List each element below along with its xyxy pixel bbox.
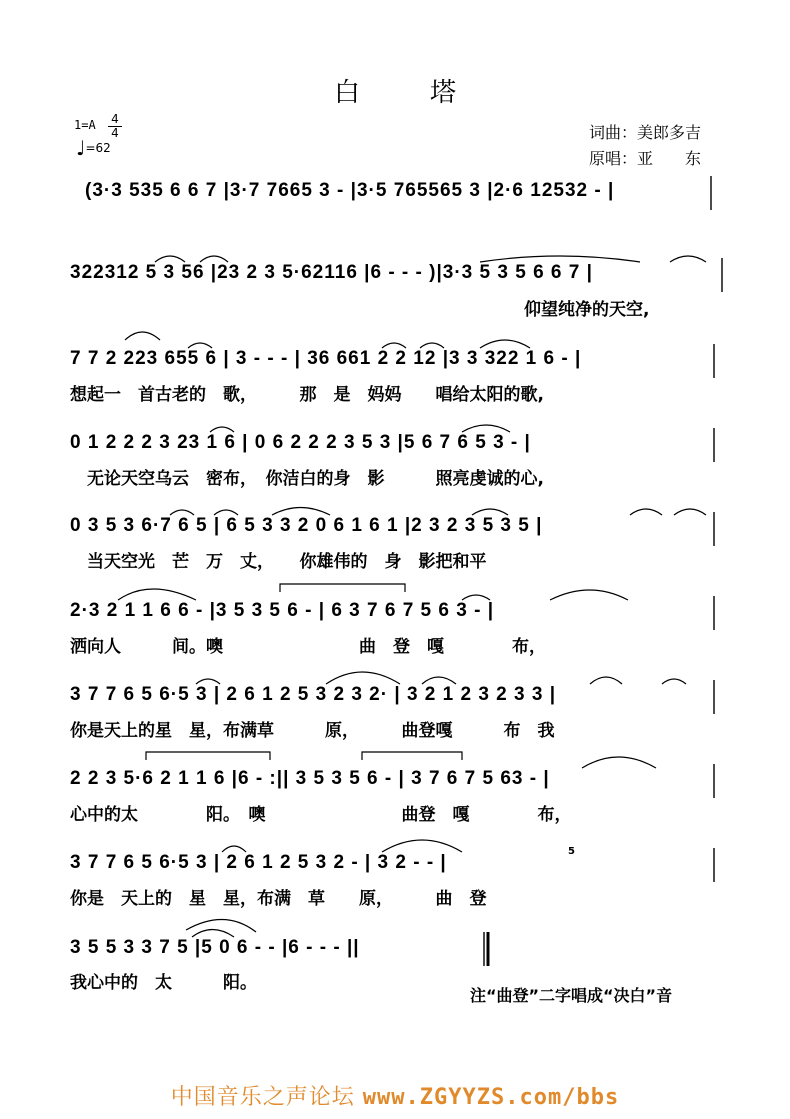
row-5-lyrics: 当天空光 芒 万 丈， 你雄伟的 身 影把和平 — [70, 552, 487, 572]
slur — [630, 509, 662, 515]
slur — [210, 427, 234, 432]
row-6-lyrics: 洒向人 间。噢 曲 登 嘎 布， — [70, 637, 546, 657]
slur — [550, 590, 628, 600]
slur — [480, 340, 530, 348]
row-4-lyrics: 无论天空乌云 密布， 你洁白的身 影 照亮虔诚的心, — [70, 469, 544, 489]
row-9-notes: 3 7 7 6 5 6·5 3 | 2 6 1 2 5 3 2 - | 3 2 - - | — [70, 852, 447, 873]
credit-original-singer: 原唱：亚 东 — [589, 149, 702, 168]
slur — [670, 256, 706, 262]
row-3-notes: 7 7 2 223 655 6 | 3 - - - | 36 661 2 2 12 |3 3 322 1 6 - | — [70, 348, 582, 369]
slur — [196, 679, 220, 684]
row-2-notes: 322312 5 3 56 |23 2 3 5·62116 |6 - - - )|3·3 5 3 5 6 6 7 | — [70, 262, 593, 283]
row-6-notes: 2·3 2 1 1 6 6 - |3 5 3 5 6 - | 6 3 7 6 7 5 6 3 - | — [70, 600, 495, 621]
slur — [462, 425, 510, 432]
slur — [118, 589, 196, 600]
slur — [125, 332, 160, 340]
footnote: 注“曲登”二字唱成“决白”音 — [470, 986, 673, 1005]
row-7-notes: 3 7 7 6 5 6·5 3 | 2 6 1 2 5 3 2 3 2· | 3 2 1 2 3 2 3 3 | — [70, 684, 557, 705]
time-signature-top: 4 — [111, 112, 119, 126]
slur — [326, 672, 400, 684]
time-signature-bottom: 4 — [108, 126, 122, 140]
tie-bracket — [146, 752, 270, 760]
row-1-notes: (3·3 535 6 6 7 |3·7 7665 3 - |3·5 765565 3 |2·6 12532 - | — [85, 180, 615, 201]
slur — [472, 509, 508, 515]
row-2-lyrics: 仰望纯净的天空, — [524, 300, 650, 320]
row-4-notes: 0 1 2 2 2 3 23 1 6 | 0 6 2 2 2 3 5 3 |5 6 7 6 5 3 - | — [70, 432, 531, 453]
key-signature: 1=A — [74, 118, 96, 132]
tie-bracket — [362, 752, 462, 760]
slur — [170, 510, 194, 515]
slur — [582, 757, 656, 768]
credit-lyricist-composer: 词曲：美郎多吉 — [589, 123, 702, 142]
slur — [590, 677, 622, 684]
slur — [155, 256, 185, 262]
row-3-lyrics: 想起一 首古老的 歌， 那 是 妈妈 唱给太阳的歌, — [70, 385, 544, 405]
watermark-footer — [0, 1080, 790, 1111]
slur — [462, 595, 490, 600]
slur — [272, 508, 330, 516]
row-8-notes: 2 2 3 5·6 2 1 1 6 |6 - :|| 3 5 3 5 6 - | 3 7 6 7 5 63 - | — [70, 768, 550, 789]
slur — [222, 846, 246, 852]
row-8-lyrics: 心中的太 阳。 噢 曲登 嘎 布， — [70, 805, 572, 825]
row-10-lyrics: 我心中的 太 阳。 — [70, 973, 257, 993]
slur — [662, 679, 686, 684]
footer-site-name: 中国音乐之声论坛 — [170, 1085, 355, 1110]
slur — [382, 343, 406, 348]
row-5-notes: 0 3 5 3 6·7 6 5 | 6 5 3 3 2 0 6 1 6 1 |2 3 2 3 5 3 5 | — [70, 515, 543, 536]
slur — [674, 509, 706, 515]
row-9-lyrics: 你是 天上的 星 星，布满 草 原， 曲 登 — [70, 889, 487, 909]
footer-url[interactable]: www.ZGYYZS.com/bbs — [362, 1085, 620, 1110]
slur — [192, 930, 234, 938]
song-title: 白塔 — [333, 78, 526, 108]
row-10-notes: 3 5 5 3 3 7 5 |5 0 6 - - |6 - - - || — [70, 937, 360, 958]
slur — [200, 256, 228, 262]
slur — [382, 840, 462, 852]
quarter-note-icon: ♩ — [76, 136, 86, 160]
grace-note: 5 — [568, 846, 575, 857]
slur — [420, 343, 444, 348]
bar-lines — [484, 176, 722, 966]
slur — [480, 256, 640, 262]
slur — [188, 343, 212, 348]
tempo-value: =62 — [85, 141, 111, 155]
slur — [214, 510, 238, 515]
slur — [422, 677, 456, 684]
row-7-lyrics: 你是天上的星 星，布满草 原， 曲登嘎 布 我 — [70, 721, 555, 741]
tie-bracket — [280, 584, 405, 592]
